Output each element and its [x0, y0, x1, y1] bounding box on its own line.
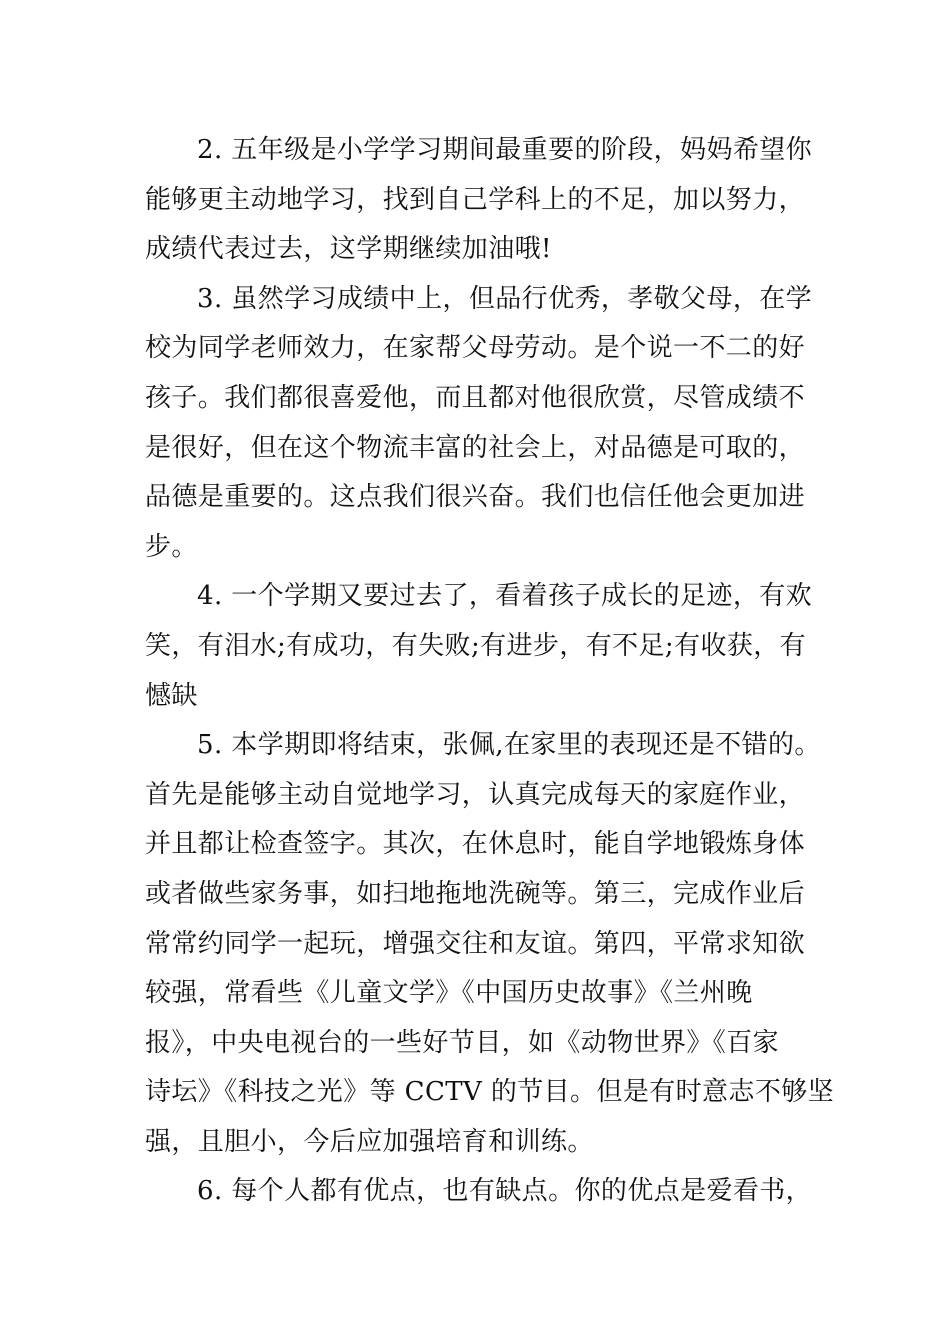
paragraph-number: 5. — [197, 730, 223, 761]
paragraph-number: 6. — [197, 1176, 223, 1207]
paragraph-number: 2. — [197, 135, 223, 165]
paragraph-text: 每个人都有优点，也有缺点。你的优点是爱看书， — [231, 1176, 813, 1207]
paragraph-line: 品德是重要的。这点我们很兴奋。我们也信任他会更加进 — [145, 482, 806, 513]
document-body — [145, 126, 835, 1217]
paragraph-3 — [145, 275, 815, 573]
paragraph-line: 憾缺 — [145, 680, 198, 711]
paragraph-line — [145, 1167, 815, 1217]
paragraph-6 — [145, 1167, 815, 1217]
paragraph-line — [145, 572, 815, 622]
paragraph-line: 或者做些家务事，如扫地拖地洗碗等。第三，完成作业后 — [145, 878, 806, 909]
paragraph-line: 强，且胆小，今后应加强培育和训练。 — [145, 1126, 594, 1157]
paragraph-line: 报》，中央电视台的一些好节目，如《动物世界》《百家 — [145, 1027, 780, 1058]
paragraph-line: 较强，常看些《儿童文学》《中国历史故事》《兰州晚 — [145, 978, 753, 1009]
paragraph-line: 能够更主动地学习，找到自己学科上的不足，加以努力， — [145, 184, 806, 215]
paragraph-text: 一个学期又要过去了，看着孩子成长的足迹，有欢 — [231, 581, 813, 612]
paragraph-5 — [145, 721, 835, 1167]
paragraph-text: 五年级是小学学习期间最重要的阶段，妈妈希望你 — [231, 135, 813, 165]
paragraph-line: 诗坛》《科技之光》等 CCTV 的节目。但是有时意志不够坚 — [145, 1077, 835, 1108]
paragraph-line: 步。 — [145, 531, 198, 562]
paragraph-line: 笑，有泪水;有成功，有失败;有进步，有不足;有收获，有 — [145, 630, 807, 661]
paragraph-text: 本学期即将结束，张佩,在家里的表现还是不错的。 — [231, 730, 821, 761]
paragraph-line: 是很好，但在这个物流丰富的社会上，对品德是可取的， — [145, 432, 806, 463]
paragraph-line: 成绩代表过去，这学期继续加油哦! — [145, 234, 552, 265]
paragraph-4 — [145, 572, 815, 721]
paragraph-line — [145, 126, 815, 176]
paragraph-line: 孩子。我们都很喜爱他，而且都对他很欣赏，尽管成绩不 — [145, 382, 806, 413]
paragraph-number: 3. — [197, 283, 223, 314]
paragraph-text: 虽然学习成绩中上，但品行优秀，孝敬父母，在学 — [231, 283, 813, 314]
paragraph-line: 并且都让检查签字。其次，在休息时，能自学地锻炼身体 — [145, 829, 806, 860]
paragraph-line — [145, 275, 815, 325]
paragraph-line: 常常约同学一起玩，增强交往和友谊。第四，平常求知欲 — [145, 928, 806, 959]
paragraph-2 — [145, 126, 815, 275]
paragraph-line: 校为同学老师效力，在家帮父母劳动。是个说一不二的好 — [145, 333, 806, 364]
paragraph-line — [145, 721, 821, 771]
paragraph-number: 4. — [197, 581, 223, 612]
paragraph-line: 首先是能够主动自觉地学习，认真完成每天的家庭作业， — [145, 779, 806, 810]
